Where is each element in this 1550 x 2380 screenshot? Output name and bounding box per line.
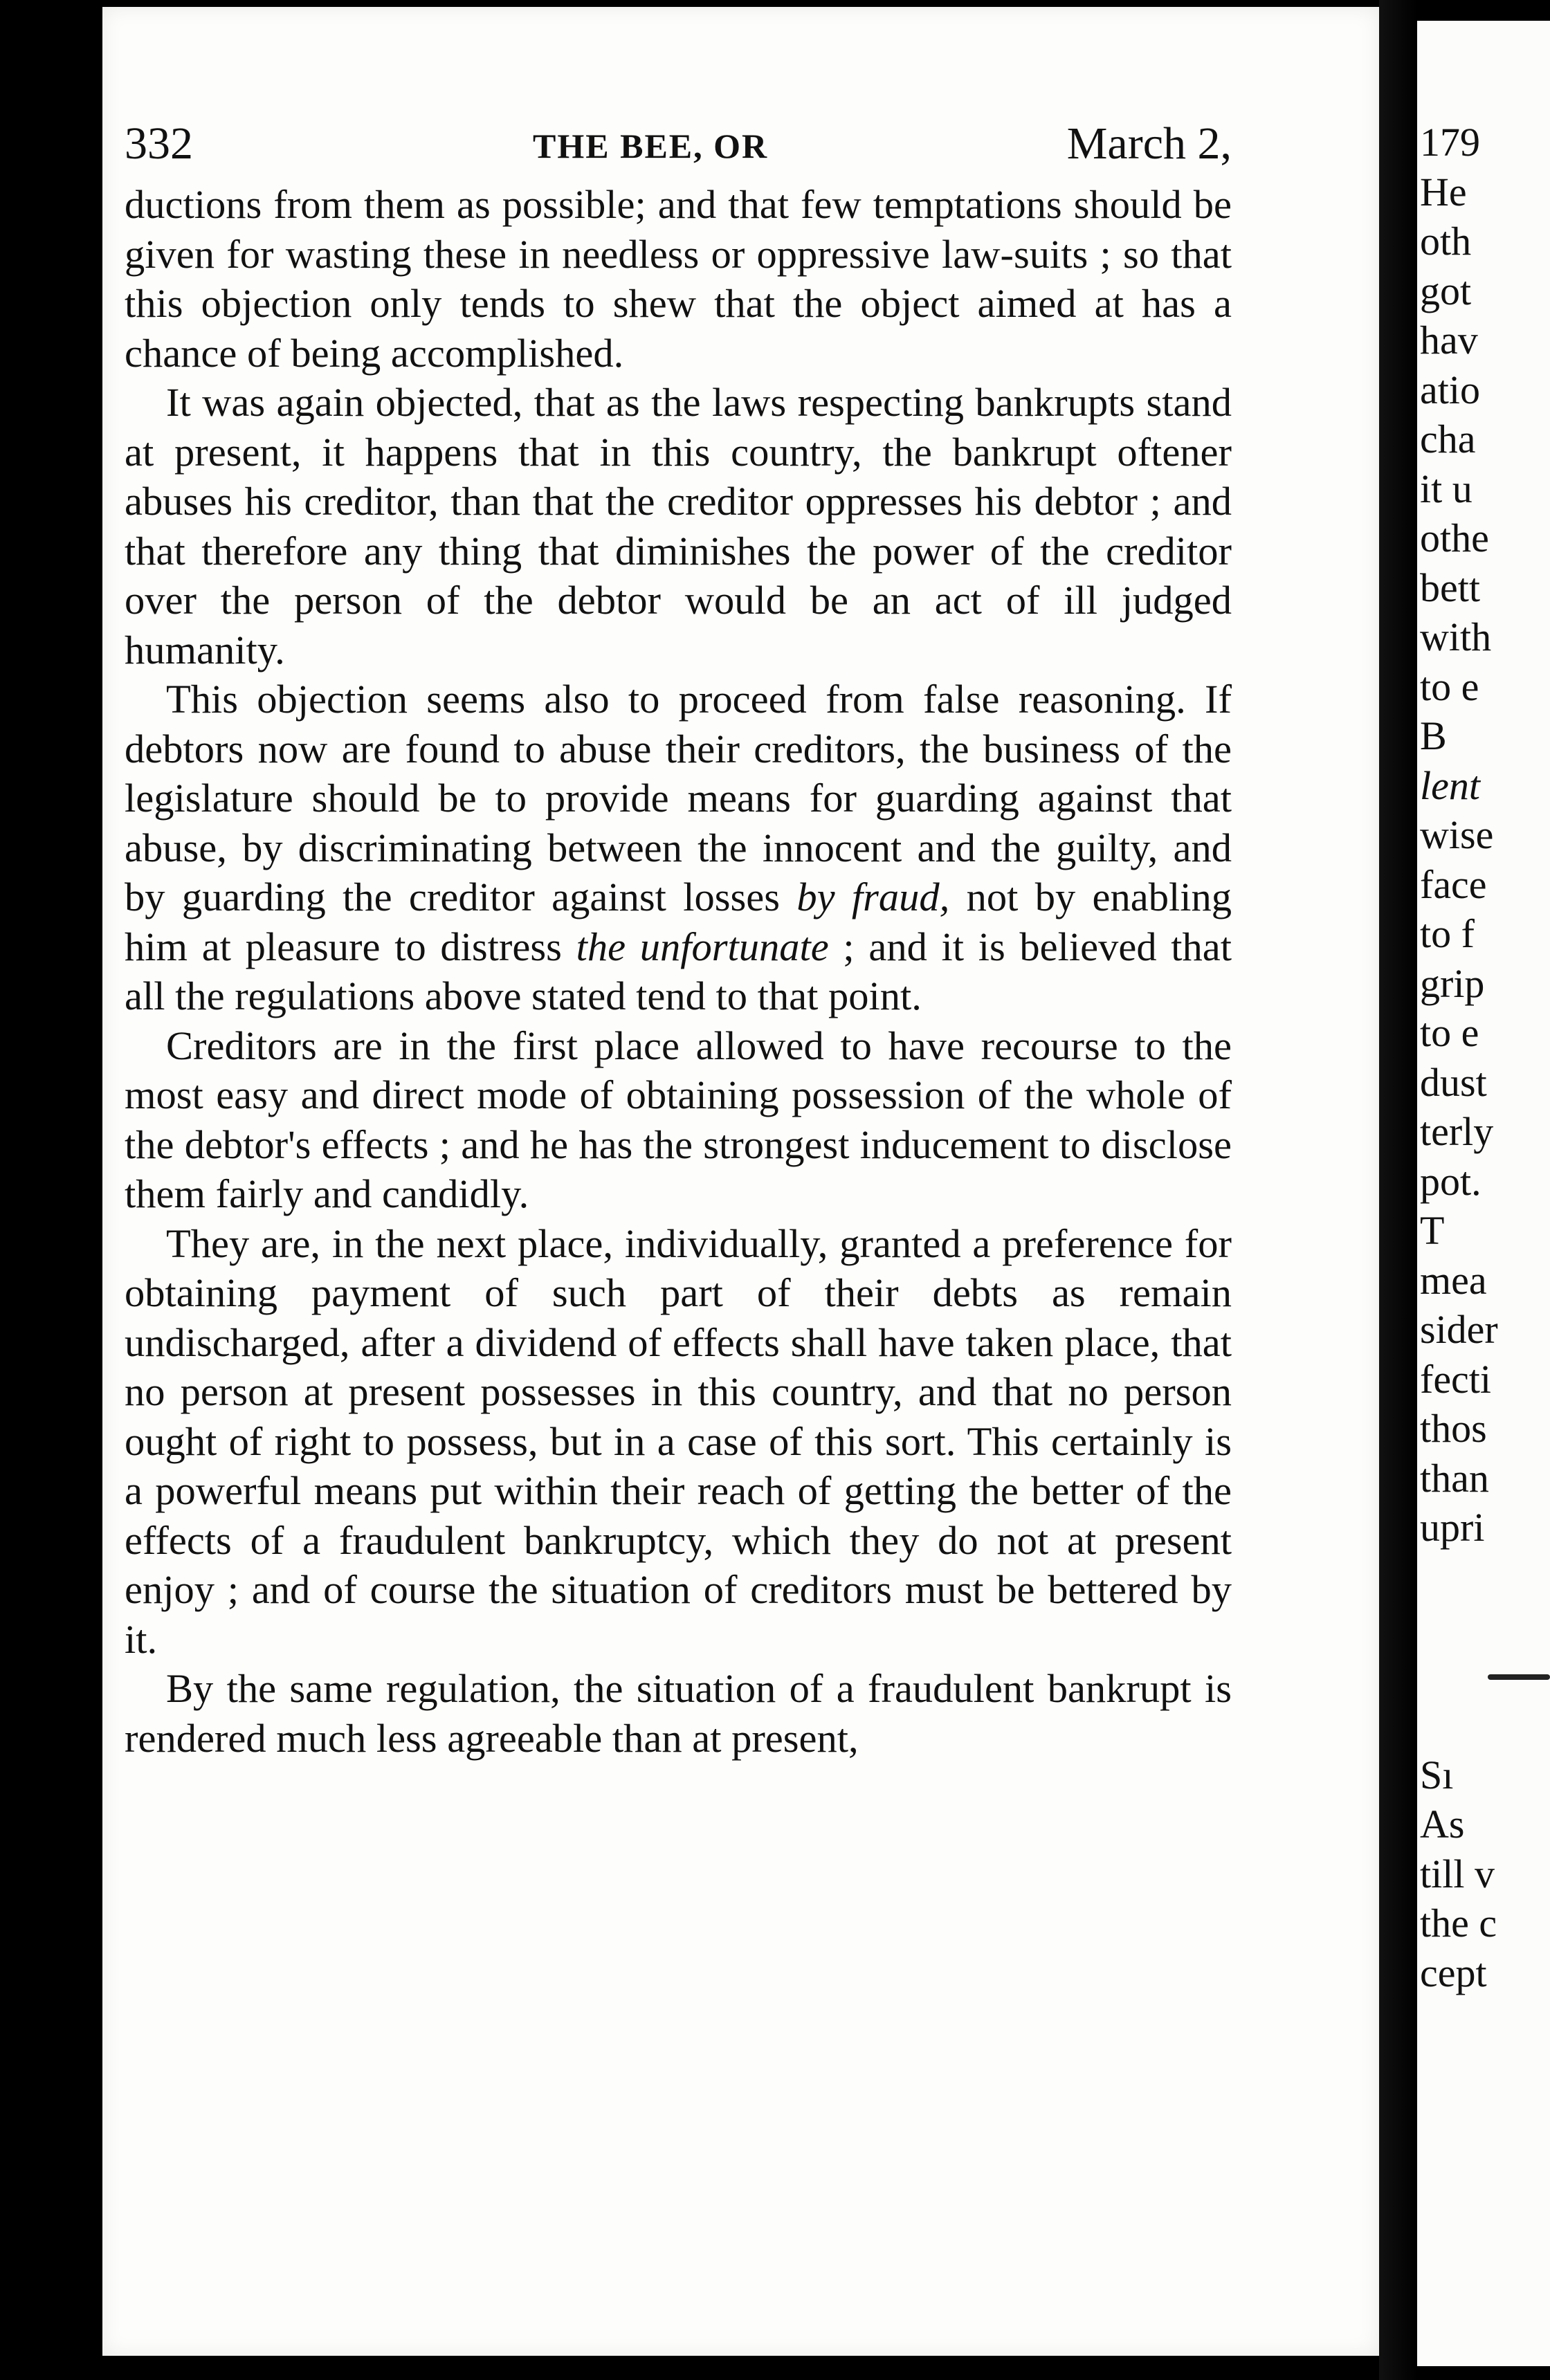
facing-page-line: bett <box>1420 565 1480 610</box>
facing-page-line: hav <box>1420 318 1478 363</box>
facing-page-line: pot. <box>1420 1158 1481 1204</box>
facing-page-line: to f <box>1420 911 1475 956</box>
facing-page-line: cha <box>1420 416 1476 461</box>
paragraph-3-part-2: not by enabling him at pleasure to distress <box>125 875 1232 969</box>
facing-page-line: upri <box>1420 1505 1485 1550</box>
paragraph-4: Creditors are in the first place allowed to have recourse to the most easy and direct mode of obtaining possession of the whole of the debtor's effects ; and he has the strongest inducement to disclose them fairly and candidly. <box>125 1023 1232 1216</box>
facing-page-line: lent <box>1420 762 1480 808</box>
facing-page-line: got <box>1420 268 1472 313</box>
facing-page-line: wise <box>1420 812 1494 857</box>
paragraph-6: By the same regulation, the situation of a fraudulent bankrupt is rendered much less agreeable than at present, <box>125 1666 1232 1761</box>
facing-page-line: mea <box>1420 1257 1487 1303</box>
facing-page-line: He <box>1420 169 1467 214</box>
facing-page-line: Sı <box>1420 1752 1454 1797</box>
facing-page-line: face <box>1420 861 1487 907</box>
paragraph-3-italic-1: by fraud, <box>796 875 950 919</box>
facing-page-line: T <box>1420 1208 1445 1253</box>
facing-page-text <box>1420 118 1550 1997</box>
facing-page-line: to e <box>1420 663 1479 709</box>
page-number: 332 <box>125 118 193 169</box>
facing-page-line: terly <box>1420 1109 1494 1154</box>
facing-page-line <box>1420 1602 1550 1651</box>
facing-page-line: fecti <box>1420 1356 1492 1402</box>
facing-page-line: cept <box>1420 1950 1487 1995</box>
facing-page-line: to e <box>1420 1010 1479 1055</box>
facing-page-line: the c <box>1420 1901 1497 1946</box>
facing-page-line: As <box>1420 1802 1465 1847</box>
paragraph-3 <box>125 675 1232 1021</box>
body-text <box>125 180 1232 1763</box>
facing-page-line: till v <box>1420 1851 1495 1896</box>
facing-page-line: othe <box>1420 515 1489 560</box>
running-head <box>125 118 1232 173</box>
facing-page-line <box>1420 1701 1550 1750</box>
paragraph-3-part-1: This objection seems also to proceed from false reasoning. If debtors now are found to abuse their creditors, the business of the legislature should be to provide means for guarding against that abuse, by discriminating between the innocent and the guilty, and by guarding the creditor against losses <box>125 677 1232 919</box>
facing-page-line: atio <box>1420 367 1480 412</box>
paragraph-3-italic-2: the unfortunate <box>576 924 829 969</box>
running-date: March 2, <box>1066 118 1232 169</box>
facing-page-rule <box>1488 1674 1550 1680</box>
facing-page-line: thos <box>1420 1406 1487 1451</box>
facing-page-line <box>1420 1553 1550 1602</box>
facing-page-line: dust <box>1420 1059 1487 1105</box>
gutter <box>1379 0 1417 2380</box>
paragraph-1: ductions from them as possible; and that few temptations should be given for wasting these in needless or oppressive law-suits ; so that this objection only tends to shew that the object aimed at has a chance of being accomplished. <box>125 182 1232 376</box>
facing-page-line: sider <box>1420 1307 1498 1352</box>
paragraph-2: It was again objected, that as the laws respecting bankrupts stand at present, it happens that in this country, the bankrupt oftener abuses his creditor, than that the creditor oppresses his debtor ; and that therefore any thing that diminishes the power of the creditor over the person of the debtor would be an act of ill judged humanity. <box>125 380 1232 672</box>
facing-page-line: with <box>1420 614 1492 659</box>
paragraph-5: They are, in the next place, individually, granted a preference for obtaining payment of such part of their debts as remain undischarged, after a dividend of effects shall have taken place, that no person at present possesses in this country, and that no person ought of right to possess, but in a case of this sort. This certainly is a powerful means put within their reach of getting the better of the effects of a fraudulent bankruptcy, which they do not at present enjoy ; and of course the situation of creditors must be bettered by it. <box>125 1220 1232 1662</box>
facing-page-line: B <box>1420 713 1447 758</box>
facing-page-line: oth <box>1420 219 1472 264</box>
facing-page-line: it u <box>1420 466 1472 511</box>
running-title: THE BEE, OR <box>533 127 769 165</box>
facing-page-line: 179 <box>1420 120 1480 165</box>
facing-page-line: grip <box>1420 960 1485 1006</box>
facing-page-line: than <box>1420 1455 1489 1501</box>
paragraph-3-part-3: ; and it is believed that all the regulations above stated tend to that point. <box>125 924 1232 1018</box>
